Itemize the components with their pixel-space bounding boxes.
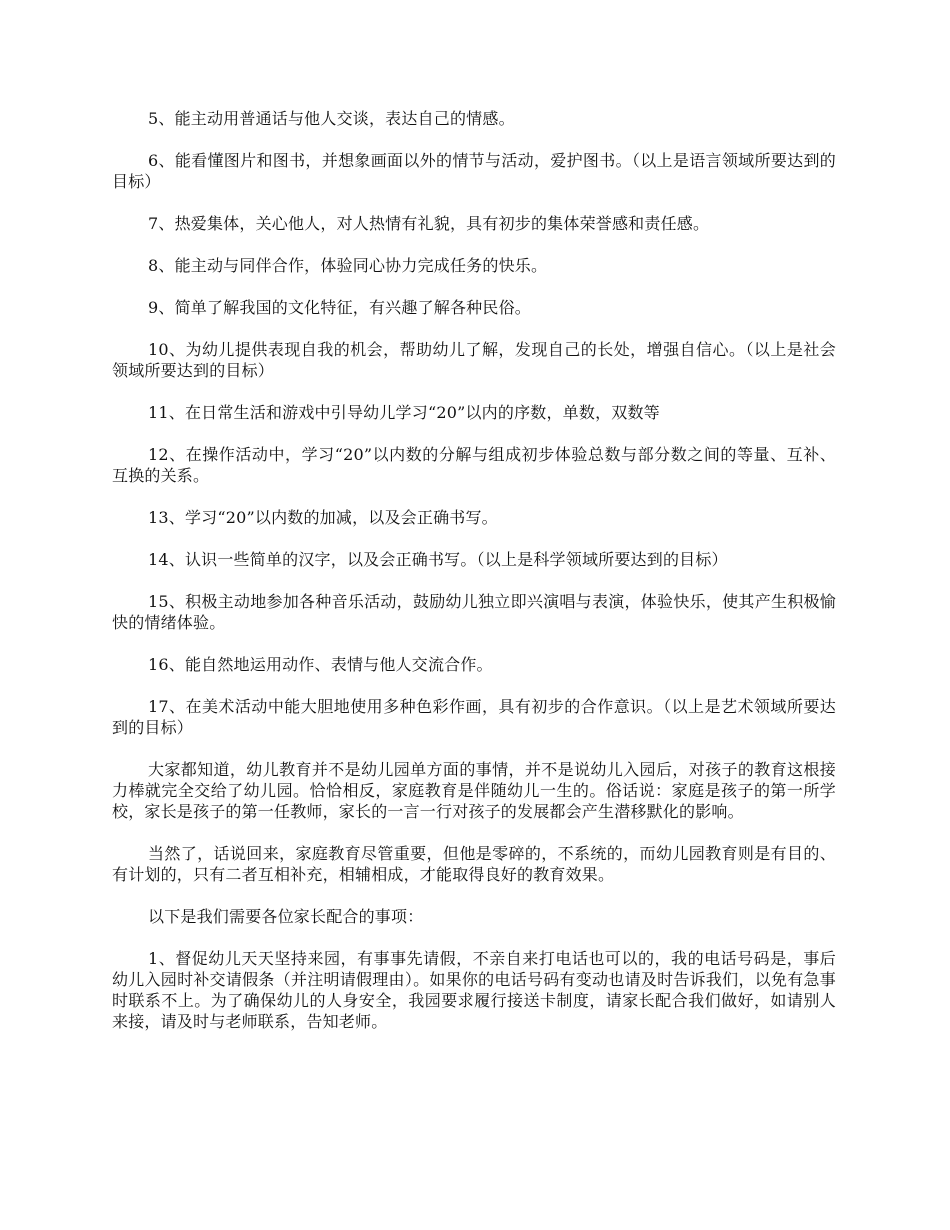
paragraph-item-16: 16、能自然地运用动作、表情与他人交流合作。 bbox=[148, 655, 493, 674]
paragraph-item-14: 14、认识一些简单的汉字，以及会正确书写。（以上是科学领域所要达到的目标） bbox=[148, 550, 728, 569]
paragraph-item-5: 5、能主动用普通话与他人交谈，表达自己的情感。 bbox=[148, 109, 515, 128]
paragraph-item-8: 8、能主动与同伴合作，体验同心协力完成任务的快乐。 bbox=[148, 256, 548, 275]
paragraph-item-11: 11、在日常生活和游戏中引导幼儿学习“20”以内的序数，单数，双数等 bbox=[148, 403, 660, 422]
paragraph-parent-cooperation-intro: 以下是我们需要各位家长配合的事项： bbox=[148, 907, 424, 926]
paragraph-item-12: 12、在操作活动中，学习“20”以内数的分解与组成初步体验总数与部分数之间的等量、互补、互换的关系。 bbox=[112, 445, 836, 485]
paragraph-item-6: 6、能看懂图片和图书，并想象画面以外的情节与活动，爱护图书。（以上是语言领域所要达到的目标） bbox=[112, 151, 836, 191]
paragraph-item-17: 17、在美术活动中能大胆地使用多种色彩作画，具有初步的合作意识。（以上是艺术领域所要达到的目标） bbox=[112, 697, 836, 737]
paragraph-family-education: 大家都知道，幼儿教育并不是幼儿园单方面的事情，并不是说幼儿入园后，对孩子的教育这根接力棒就完全交给了幼儿园。恰恰相反，家庭教育是伴随幼儿一生的。俗话说：家庭是孩子的第一所学校，家长是孩子的第一任教师，家长的一言一行对孩子的发展都会产生潜移默化的影响。 bbox=[112, 760, 836, 821]
paragraph-item-10: 10、为幼儿提供表现自我的机会，帮助幼儿了解，发现自己的长处，增强自信心。（以上是社会领域所要达到的目标） bbox=[112, 340, 836, 380]
paragraph-item-7: 7、热爱集体，关心他人，对人热情有礼貌，具有初步的集体荣誉感和责任感。 bbox=[148, 214, 710, 233]
paragraph-item-9: 9、简单了解我国的文化特征，有兴趣了解各种民俗。 bbox=[148, 298, 531, 317]
document-page bbox=[112, 108, 836, 1053]
paragraph-complementary-education: 当然了，话说回来，家庭教育尽管重要，但他是零碎的，不系统的，而幼儿园教育则是有目的、有计划的，只有二者互相补充，相辅相成，才能取得良好的教育效果。 bbox=[112, 844, 836, 884]
paragraph-attendance-rule: 1、督促幼儿天天坚持来园，有事事先请假，不亲自来打电话也可以的，我的电话号码是，事后幼儿入园时补交请假条（并注明请假理由）。如果你的电话号码有变动也请及时告诉我们，以免有急事时联系不上。为了确保幼儿的人身安全，我园要求履行接送卡制度，请家长配合我们做好，如请别人来接，请及时与老师联系，告知老师。 bbox=[112, 949, 836, 1031]
paragraph-item-15: 15、积极主动地参加各种音乐活动，鼓励幼儿独立即兴演唱与表演，体验快乐，使其产生积极愉快的情绪体验。 bbox=[112, 592, 836, 632]
paragraph-item-13: 13、学习“20”以内数的加减，以及会正确书写。 bbox=[148, 508, 498, 527]
